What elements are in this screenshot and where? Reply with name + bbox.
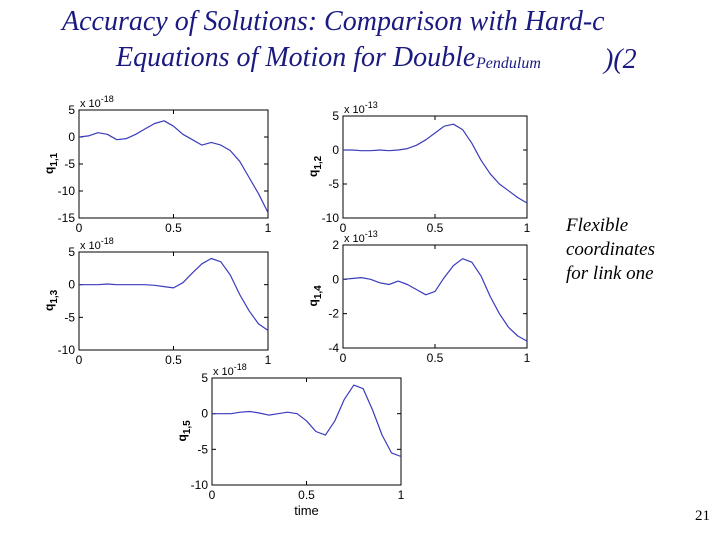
y-tick-label: -4 xyxy=(328,341,339,355)
y-tick-label: -5 xyxy=(197,442,208,457)
caption-line-2: coordinates xyxy=(566,239,656,260)
exponent-label: x $10^{-18}$ xyxy=(80,94,114,110)
slide-title-paren: )(2 xyxy=(604,44,637,75)
exponent-label: x $10^{-18}$ xyxy=(80,236,114,252)
subplot-1 xyxy=(42,94,272,235)
y-tick-label: 0 xyxy=(332,272,339,287)
x-tick-label: 0.5 xyxy=(298,488,315,502)
subplot-5-frame xyxy=(212,378,401,485)
y-tick-label: 5 xyxy=(68,103,75,117)
subplot-5 xyxy=(175,362,405,518)
x-tick-label: 1 xyxy=(523,221,531,235)
y-tick-label: 5 xyxy=(201,371,208,385)
caption-line-1: Flexible xyxy=(566,215,629,236)
page-number: 21 xyxy=(695,508,710,524)
x-tick-label: 1 xyxy=(523,351,531,365)
exponent-label: x $10^{-13}$ xyxy=(344,100,378,116)
y-axis-label: $q_{1,3}$ xyxy=(42,289,60,311)
x-tick-label: 0.5 xyxy=(426,221,444,235)
y-axis-label: $q_{1,1}$ xyxy=(42,152,60,174)
y-axis-label: $q_{1,5}$ xyxy=(175,420,193,442)
y-tick-label: -10 xyxy=(57,184,75,198)
y-tick-label: 5 xyxy=(68,245,75,259)
subplot-2 xyxy=(306,100,531,235)
x-tick-label: 0.5 xyxy=(426,351,444,365)
subplot-3-frame xyxy=(79,252,268,350)
y-tick-label: 5 xyxy=(332,109,339,123)
x-tick-label: 0.5 xyxy=(165,221,182,235)
slide-title-line2: Equations of Motion for Double xyxy=(116,42,476,73)
subplot-4 xyxy=(306,229,531,365)
y-tick-label: 0 xyxy=(201,406,208,421)
y-tick-label: -5 xyxy=(328,177,339,191)
x-tick-label: 0 xyxy=(75,353,83,367)
y-tick-label: -2 xyxy=(328,306,339,321)
subplot-4-frame xyxy=(343,245,527,348)
y-tick-label: 0 xyxy=(332,143,339,157)
x-tick-label: 0 xyxy=(208,488,216,502)
caption xyxy=(566,214,655,286)
x-tick-label: 1 xyxy=(264,353,272,367)
y-tick-label: 2 xyxy=(332,238,339,252)
x-tick-label: 1 xyxy=(397,488,405,502)
x-tick-label: 0.5 xyxy=(165,353,182,367)
y-tick-label: -10 xyxy=(190,478,208,492)
y-tick-label: -10 xyxy=(57,343,75,357)
exponent-label: x $10^{-18}$ xyxy=(213,362,247,378)
y-axis-label: $q_{1,2}$ xyxy=(306,155,324,177)
y-tick-label: -15 xyxy=(57,211,75,225)
y-tick-label: 0 xyxy=(68,277,75,292)
slide-title-overlay: Pendulum xyxy=(476,55,541,72)
x-tick-label: 0 xyxy=(339,351,347,365)
x-axis-label: time xyxy=(294,503,319,518)
y-axis-label: $q_{1,4}$ xyxy=(306,285,324,307)
y-tick-label: -5 xyxy=(64,310,75,325)
x-tick-label: 1 xyxy=(264,221,272,235)
exponent-label: x $10^{-13}$ xyxy=(344,229,378,245)
y-tick-label: -5 xyxy=(64,157,75,171)
caption-line-3: for link one xyxy=(566,263,654,284)
x-tick-label: 0 xyxy=(339,221,347,235)
y-tick-label: 0 xyxy=(68,130,75,144)
slide-title-line1: Accuracy of Solutions: Comparison with Hard-c xyxy=(62,6,605,37)
subplot-2-frame xyxy=(343,116,527,218)
x-tick-label: 0 xyxy=(75,221,83,235)
subplot-3 xyxy=(42,236,272,367)
y-tick-label: -10 xyxy=(321,211,339,225)
